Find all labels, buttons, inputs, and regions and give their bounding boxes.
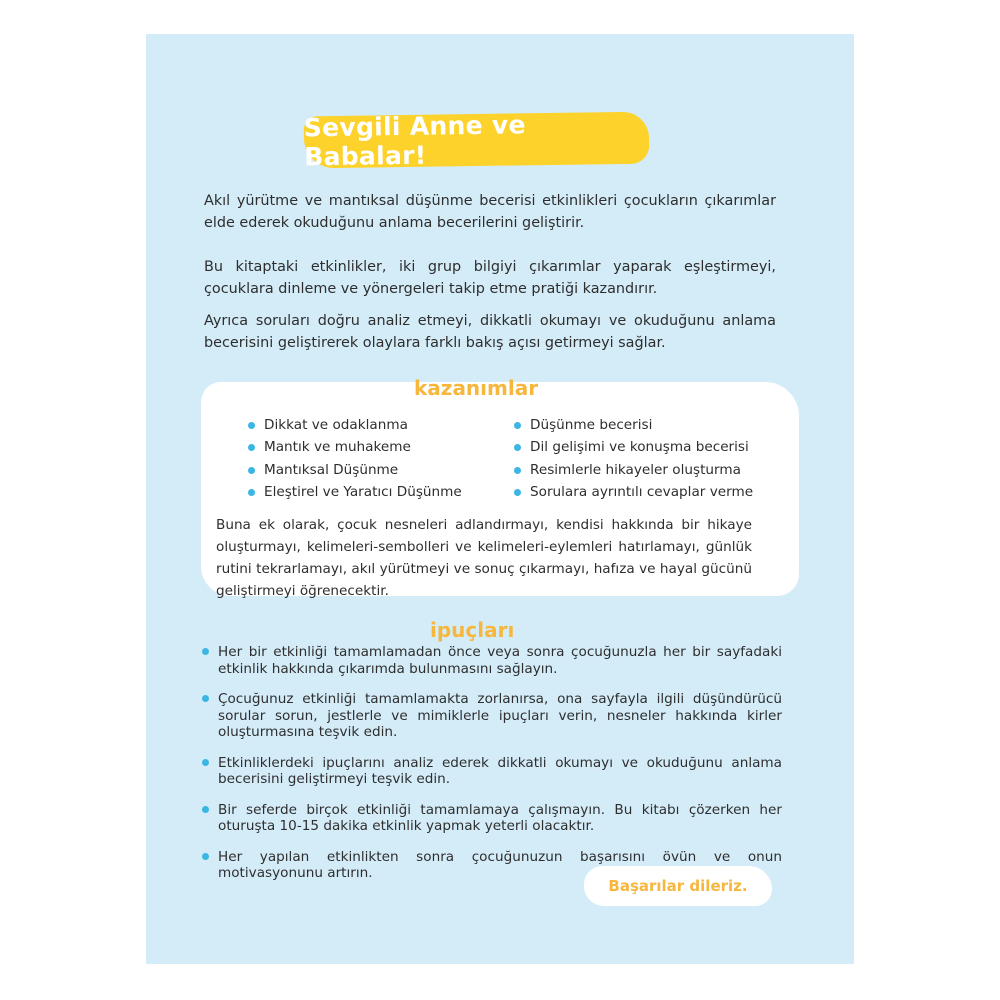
list-item: Mantık ve muhakeme (248, 436, 462, 458)
bullet-icon (202, 759, 209, 766)
bullet-icon (202, 853, 209, 860)
bullet-icon (514, 444, 521, 451)
intro-paragraph-3: Ayrıca soruları doğru analiz etmeyi, dikkatli okumayı ve okuduğunu anlama becerisini geliştirerek olaylara farklı bakış açısı getirmeyi sağlar. (204, 313, 776, 351)
list-item: Bir seferde birçok etkinliği tamamlamaya çalışmayın. Bu kitabı çözerken her oturuşta 10-15 dakika etkinlik yapmak yeterli olacaktır. (202, 802, 782, 835)
tips-heading: ipuçları (430, 618, 515, 642)
title-banner (303, 110, 650, 172)
list-item: Çocuğunuz etkinliği tamamlamakta zorlanırsa, ona sayfayla ilgili düşündürücü sorular sorun, jestlerle ve mimiklerle ipuçları verin, nesneler hakkında kirler oluşturmasına teşvik edin. (202, 691, 782, 741)
outcomes-list-right (514, 414, 753, 503)
list-item: Dil gelişimi ve konuşma becerisi (514, 436, 753, 458)
tips-list (202, 644, 782, 882)
bullet-icon (514, 489, 521, 496)
page-background (146, 34, 854, 964)
page-title: Sevgili Anne ve Babalar! (303, 110, 526, 172)
bullet-icon (248, 489, 255, 496)
bullet-icon (202, 695, 209, 702)
list-item: Düşünme becerisi (514, 414, 753, 436)
intro-paragraph-1: Akıl yürütme ve mantıksal düşünme becerisi etkinlikleri çocukların çıkarımlar elde ederek okuduğunu anlama becerilerini geliştirir. (204, 193, 776, 231)
bullet-icon (202, 806, 209, 813)
bullet-icon (248, 467, 255, 474)
outcomes-list-left (248, 414, 462, 503)
list-item: Resimlerle hikayeler oluşturma (514, 459, 753, 481)
list-item: Her yapılan etkinlikten sonra çocuğunuzun başarısını övün ve onun motivasyonunu artırın. (202, 849, 782, 882)
list-item: Her bir etkinliği tamamlamadan önce veya sonra çocuğunuzla her bir sayfadaki etkinlik hakkında çıkarımda bulunmasını sağlayın. (202, 644, 782, 677)
bullet-icon (248, 444, 255, 451)
list-item: Mantıksal Düşünme (248, 459, 462, 481)
intro-paragraph-2: Bu kitaptaki etkinlikler, iki grup bilgiyi çıkarımlar yaparak eşleştirmeyi, çocuklara dinleme ve yönergeleri takip etme pratiği kazandırır. (204, 259, 776, 297)
outcomes-heading: kazanımlar (414, 376, 539, 400)
bullet-icon (248, 422, 255, 429)
list-item: Etkinliklerdeki ipuçlarını analiz ederek dikkatli okumayı ve okuduğunu anlama becerisini geliştirmeyi teşvik edin. (202, 755, 782, 788)
list-item: Eleştirel ve Yaratıcı Düşünme (248, 481, 462, 503)
outcomes-paragraph: Buna ek olarak, çocuk nesneleri adlandırmayı, kendisi hakkında bir hikaye oluşturmayı, kelimeleri-sembolleri ve kelimeleri-eylemleri hatırlamayı, günlük rutini tekrarlamayı, akıl yürütmeyi ve sonuç çıkarmayı, hafıza ve hayal gücünü geliştirmeyi öğrenecektir. (216, 517, 752, 599)
closing-badge (584, 866, 772, 906)
bullet-icon (514, 467, 521, 474)
bullet-icon (202, 648, 209, 655)
bullet-icon (514, 422, 521, 429)
closing-text: Başarılar dileriz. (608, 877, 748, 895)
list-item: Sorulara ayrıntılı cevaplar verme (514, 481, 753, 503)
list-item: Dikkat ve odaklanma (248, 414, 462, 436)
